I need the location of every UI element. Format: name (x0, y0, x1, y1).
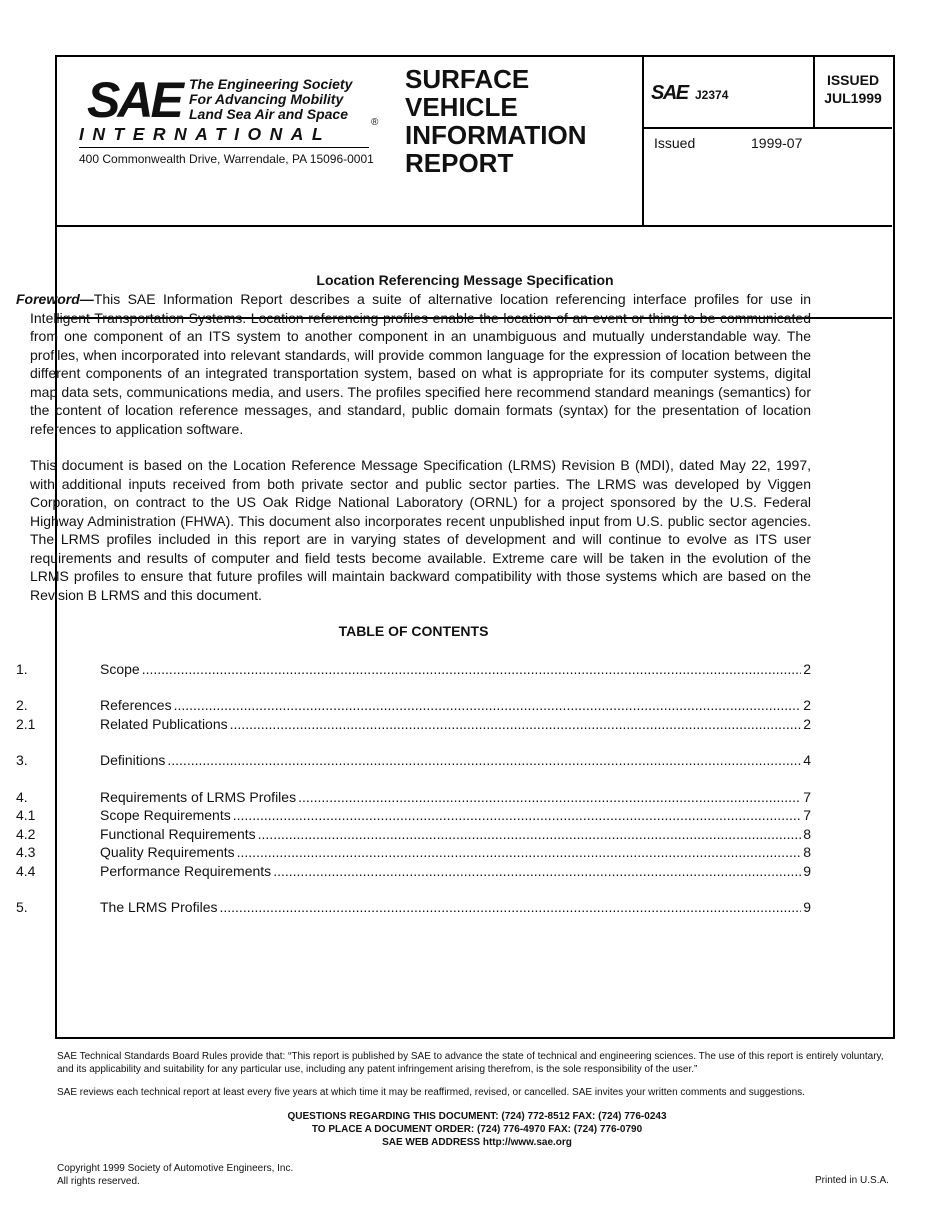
toc-entry[interactable] (16, 751, 811, 770)
toc-entry[interactable] (16, 843, 811, 862)
toc-leader (273, 862, 801, 881)
sae-logo-mark: SAE (87, 72, 181, 128)
registered-mark: ® (371, 117, 379, 128)
toc-number: 4.4 (16, 862, 36, 879)
footer (57, 1050, 897, 1149)
toc-page: 8 (803, 825, 811, 842)
toc-entry[interactable] (16, 898, 811, 917)
order-line: TO PLACE A DOCUMENT ORDER: (724) 776-4970 FAX: (724) 776-0790 (311, 1124, 643, 1135)
toc-leader (258, 825, 802, 844)
questions-line: QUESTIONS REGARDING THIS DOCUMENT: (724) 772-8512 FAX: (724) 776-0243 (287, 1111, 667, 1122)
toc-page: 7 (803, 788, 811, 805)
report-type-line: VEHICLE (405, 92, 518, 122)
background-paragraph: This document is based on the Location Reference Message Specification (LRMS) Revision B (MDI), dated May 22, 1997, with additional inputs received from both private sector and public sector parties. The LRMS was developed by Viggen Corporation, on contract to the US Oak Ridge National Laboratory (ORNL) for a project sponsored by the U.S. Federal Highway Administration (FHWA). This document also incorporates recent unpublished input from U.S. public sector agencies. The LRMS profiles included in this report are in varying states of development and will continue to evolve as ITS user requirements and results of computer and field tests become available. Extreme care will be taken in the evolution of the LRMS profiles to ensure that future profiles will maintain backward compatibility with those systems which are based on the Revision B LRMS and this document. (30, 457, 811, 603)
toc-leader (219, 898, 801, 917)
report-type-line: SURFACE (405, 64, 530, 94)
toc-page: 8 (803, 844, 811, 860)
document-number: J2374 (695, 88, 729, 102)
toc-page: 9 (803, 862, 811, 879)
toc-label: Quality Requirements (100, 844, 235, 860)
toc-page: 2 (803, 660, 811, 677)
toc-leader (142, 660, 802, 679)
toc-leader (230, 715, 802, 734)
toc-number: 5. (16, 899, 28, 915)
header-divider (642, 57, 644, 225)
toc-entry[interactable] (16, 788, 811, 807)
toc-number: 4.3 (16, 844, 36, 860)
logo-rule (79, 147, 369, 148)
toc-page: 2 (803, 697, 811, 713)
table-of-contents (16, 660, 811, 917)
printed-in: Printed in U.S.A. (815, 1175, 889, 1186)
web-address[interactable]: SAE WEB ADDRESS http://www.sae.org (382, 1137, 572, 1148)
document-title: Location Referencing Message Specification (316, 272, 614, 288)
issue-status-line: ISSUED (826, 72, 880, 88)
toc-page: 9 (803, 899, 811, 915)
toc-number: 2. (16, 697, 28, 713)
toc-number: 1. (16, 660, 28, 677)
toc-label: Performance Requirements (100, 862, 272, 879)
toc-entry[interactable] (16, 715, 811, 734)
toc-label: Definitions (100, 752, 166, 768)
tagline-line: The Engineering Society (189, 76, 353, 92)
standards-rules: SAE Technical Standards Board Rules provide that: “This report is published by SAE to advance the state of technical and engineering sciences. The use of this report is entirely voluntary, and its applicability and suitability for any particular use, including any patent infringement arising therefrom, is the sole responsibility of the user.” (57, 1051, 884, 1075)
toc-entry[interactable] (16, 825, 811, 844)
toc-leader (174, 696, 802, 715)
sae-logo (79, 71, 399, 181)
foreword-lead: Foreword— (16, 291, 94, 307)
toc-label: Scope (100, 660, 140, 677)
foreword-paragraph (16, 290, 811, 438)
report-type (405, 65, 635, 177)
issued-date: 1999-07 (751, 135, 803, 151)
report-type-line: INFORMATION (405, 120, 587, 150)
toc-entry[interactable] (16, 806, 811, 825)
tagline-line: For Advancing Mobility (189, 91, 344, 107)
toc-label: References (100, 697, 172, 713)
toc-entry[interactable] (16, 660, 811, 679)
toc-leader (167, 751, 801, 770)
document-body (16, 290, 811, 917)
toc-title: TABLE OF CONTENTS (338, 623, 489, 639)
contact-info (57, 1110, 897, 1149)
toc-leader (298, 788, 801, 807)
toc-page: 4 (803, 752, 811, 768)
copyright: Copyright 1999 Society of Automotive Engineers, Inc. (57, 1163, 294, 1174)
toc-label: The LRMS Profiles (100, 899, 218, 915)
tagline-line: Land Sea Air and Space (189, 106, 348, 122)
header-divider (642, 127, 892, 129)
toc-label: Related Publications (100, 715, 228, 732)
toc-number: 3. (16, 752, 28, 768)
toc-entry[interactable] (16, 696, 811, 715)
header-block (57, 57, 892, 227)
toc-number: 4.2 (16, 825, 36, 842)
toc-label: Scope Requirements (100, 807, 231, 823)
toc-page: 2 (803, 715, 811, 732)
sae-small-logo: SAE (651, 82, 688, 104)
report-type-line: REPORT (405, 148, 514, 178)
toc-label: Requirements of LRMS Profiles (100, 788, 297, 805)
issue-status-line: JUL1999 (824, 90, 882, 106)
toc-leader (237, 843, 802, 862)
toc-number: 2.1 (16, 715, 36, 732)
toc-number: 4.1 (16, 807, 36, 823)
review-notice: SAE reviews each technical report at least every five years at which time it may be reaffirmed, revised, or cancelled. SAE invites your written comments and suggestions. (57, 1087, 805, 1098)
sae-tagline (189, 77, 352, 122)
toc-entry[interactable] (16, 862, 811, 881)
issue-status (819, 71, 887, 107)
sae-address: 400 Commonwealth Drive, Warrendale, PA 15096-0001 (79, 152, 374, 166)
copyright-block (57, 1162, 293, 1188)
header-divider (813, 57, 815, 127)
international-wordmark: INTERNATIONAL (79, 124, 332, 144)
toc-number: 4. (16, 788, 28, 805)
toc-leader (233, 806, 801, 825)
rights-reserved: All rights reserved. (57, 1176, 140, 1187)
toc-label: Functional Requirements (100, 825, 256, 842)
toc-page: 7 (803, 807, 811, 823)
foreword-text: This SAE Information Report describes a suite of alternative location referencing interface profiles for use in Intelligent Transportation Systems. Location referencing profiles enable the location of an event or thing to be communicated from one component of an ITS system to another component in an unambiguous and mutually understandable way. The profiles, when incorporated into relevant standards, will provide common language for the expression of location between the different components of an integrated transportation system, based on what is appropriate for its computer systems, digital map data sets, communications media, and users. The profiles specified here recommend standard meanings (semantics) for the content of location reference messages, and standard, public domain formats (syntax) for the presentation of location references to application software. (30, 291, 811, 437)
issued-label: Issued (654, 135, 696, 151)
